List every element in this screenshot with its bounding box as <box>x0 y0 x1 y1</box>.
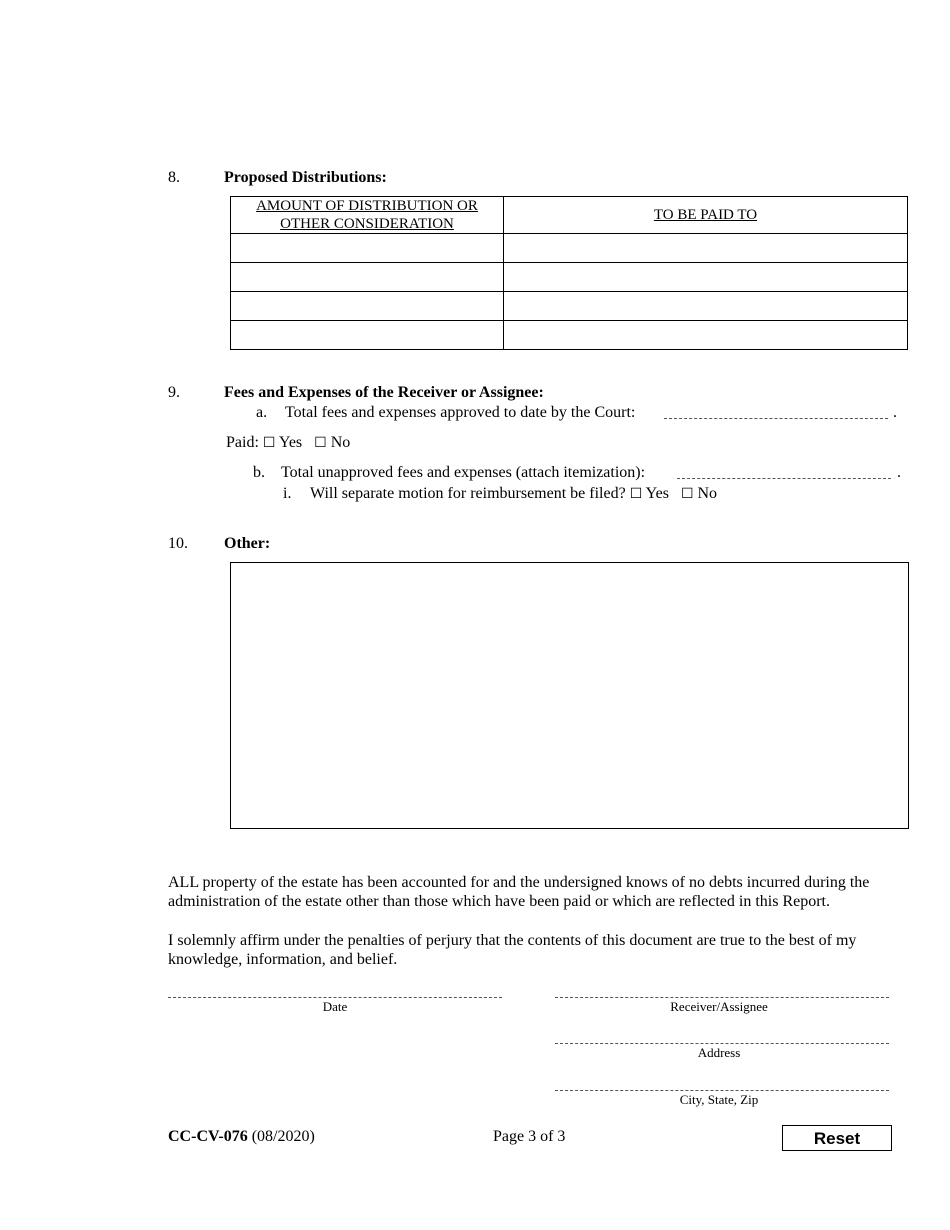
item-i-label: i. <box>283 485 292 502</box>
item-b-text: Total unapproved fees and expenses (attach itemization): <box>281 464 646 481</box>
paid-label: Paid: <box>226 434 259 451</box>
form-date: (08/2020) <box>251 1128 315 1145</box>
receiver-signature-field[interactable] <box>555 997 889 998</box>
item-a-period: . <box>893 404 897 421</box>
date-signature-field[interactable] <box>168 997 502 998</box>
section-9-number: 9. <box>168 384 180 401</box>
property-statement: ALL property of the estate has been accounted for and the undersigned knows of no debts incurred during the administration of the estate other than those which have been paid or which are reflected in this Report. <box>168 874 870 910</box>
city-state-zip-caption: City, State, Zip <box>679 1092 759 1107</box>
paid-to-column-header: TO BE PAID TO <box>504 197 908 234</box>
reimbursement-row <box>310 485 717 503</box>
paid-no-checkbox[interactable]: ☐ <box>314 435 327 451</box>
table-row <box>231 321 908 350</box>
paid-to-cell[interactable] <box>504 234 908 263</box>
table-header-row <box>231 197 908 234</box>
section-8-number: 8. <box>168 169 180 186</box>
form-identifier <box>168 1128 315 1146</box>
section-9-title: Fees and Expenses of the Receiver or Assignee: <box>224 384 544 401</box>
distributions-table <box>230 196 908 350</box>
amount-cell[interactable] <box>231 321 504 350</box>
amount-cell[interactable] <box>231 263 504 292</box>
table-row <box>231 292 908 321</box>
item-i-text: Will separate motion for reimbursement be filed? <box>310 485 626 502</box>
reset-button[interactable]: Reset <box>782 1125 892 1151</box>
paid-to-cell[interactable] <box>504 292 908 321</box>
item-a-label: a. <box>256 404 268 421</box>
paid-no-label: No <box>330 434 351 451</box>
paid-to-cell[interactable] <box>504 321 908 350</box>
table-row <box>231 234 908 263</box>
approved-fees-field[interactable] <box>664 406 888 419</box>
paid-to-cell[interactable] <box>504 263 908 292</box>
section-10-number: 10. <box>168 535 188 552</box>
amount-cell[interactable] <box>231 234 504 263</box>
affirmation-statement: I solemnly affirm under the penalties of perjury that the contents of this document are true to the best of my knowledge, information, and belief. <box>168 932 857 968</box>
address-field[interactable] <box>555 1043 889 1044</box>
item-b-period: . <box>897 464 901 481</box>
receiver-caption: Receiver/Assignee <box>670 999 768 1014</box>
city-state-zip-field[interactable] <box>555 1090 889 1091</box>
paid-yes-label: Yes <box>278 434 303 451</box>
amount-column-header: AMOUNT OF DISTRIBUTION OR OTHER CONSIDERATION <box>231 197 504 234</box>
motion-yes-label: Yes <box>645 485 669 502</box>
other-text-area[interactable] <box>230 562 909 829</box>
form-id: CC-CV-076 <box>168 1128 248 1145</box>
motion-no-label: No <box>697 485 718 502</box>
motion-no-checkbox[interactable]: ☐ <box>680 486 694 502</box>
date-caption: Date <box>322 999 348 1014</box>
item-a-text: Total fees and expenses approved to date by the Court: <box>285 404 636 421</box>
amount-cell[interactable] <box>231 292 504 321</box>
paid-row <box>226 434 350 452</box>
section-8-title: Proposed Distributions: <box>224 169 387 186</box>
address-caption: Address <box>697 1045 741 1060</box>
motion-yes-checkbox[interactable]: ☐ <box>629 486 643 502</box>
item-b-label: b. <box>253 464 265 481</box>
unapproved-fees-field[interactable] <box>677 466 891 479</box>
table-row <box>231 263 908 292</box>
page-number: Page 3 of 3 <box>493 1128 566 1145</box>
section-10-title: Other: <box>224 535 271 552</box>
paid-yes-checkbox[interactable]: ☐ <box>262 435 276 451</box>
